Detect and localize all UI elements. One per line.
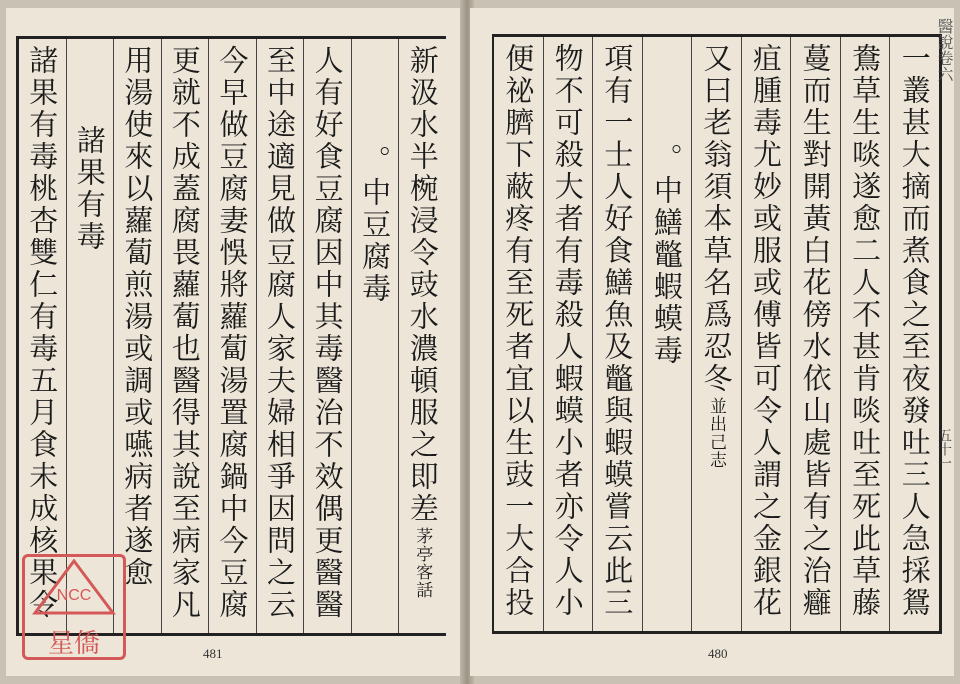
column-text: 諸果有毒桃杏雙仁有毒五月食未成核果令 [25, 45, 60, 621]
column-text: 物不可殺大者有毒殺人蝦蟆小者亦令人小 [550, 43, 585, 619]
column-text: 今早做豆腐妻悞將蘿蔔湯置腐鍋中今豆腐 [215, 45, 250, 621]
section-heading: 。中鱔鼈蝦蟆毒 [649, 143, 684, 367]
running-head: 醫說卷六 [935, 18, 954, 82]
section-heading: 。中豆腐毒 [358, 145, 393, 305]
right-page [470, 8, 954, 676]
column-text: 新汲水半椀浸令豉水濃頓服之即差 [405, 45, 440, 525]
section-heading: 諸果有毒 [72, 125, 107, 253]
column-text: 疽腫毒尤妙或服或傅皆可令人謂之金銀花 [749, 43, 784, 619]
collector-seal [22, 554, 126, 660]
text-column [19, 39, 66, 633]
text-column [256, 39, 304, 633]
source-note: 茅亭客話 [412, 527, 433, 599]
column-text: 又曰老翁須本草名爲忍冬 [699, 43, 734, 395]
seal-text-top: NCC [56, 587, 92, 604]
column-text: 項有一士人好食鱔魚及鼈與蝦蟆嘗云此三 [600, 43, 635, 619]
text-column [161, 39, 209, 633]
column-text: 便祕臍下蔽疼有至死者宜以生豉一大合投 [501, 43, 536, 619]
left-page-columns [19, 39, 446, 633]
text-column [840, 37, 890, 631]
column-text: 蔓而生對開黃白花傍水依山處皆有之治癰 [798, 43, 833, 619]
column-text: 鴦草生啖遂愈二人不甚肯啖吐至死此草藤 [848, 43, 883, 619]
folio-number: 五十一 [936, 428, 952, 470]
text-column [691, 37, 741, 631]
left-page-frame [16, 36, 446, 636]
source-note: 並出己志 [705, 397, 726, 469]
text-column [592, 37, 642, 631]
column-text: 人有好食豆腐因中其毒醫治不效偶更醫醫 [310, 45, 345, 621]
text-column [543, 37, 593, 631]
text-column [351, 39, 399, 633]
text-column [494, 37, 543, 631]
text-column [303, 39, 351, 633]
left-page-number: 481 [203, 646, 223, 661]
column-text: 用湯使來以蘿蔔煎湯或調或嚥病者遂愈 [120, 45, 155, 589]
text-column [113, 39, 161, 633]
seal-text-bottom: 星僑 [47, 629, 100, 659]
text-column [741, 37, 791, 631]
text-column [889, 37, 939, 631]
column-text: 更就不成蓋腐畏蘿蔔也醫得其說至病家凡 [167, 45, 202, 621]
text-column [66, 39, 114, 633]
text-column [398, 39, 446, 633]
left-page [6, 8, 464, 676]
column-text: 一叢甚大摘而煮食之至夜發吐三人急採鴛 [897, 43, 932, 619]
text-column [208, 39, 256, 633]
text-column [790, 37, 840, 631]
column-text: 至中途適見做豆腐人家夫婦相爭因問之云 [263, 45, 298, 621]
right-page-number: 480 [708, 646, 728, 661]
right-page-columns [494, 37, 939, 631]
right-page-frame [492, 34, 942, 634]
text-column [642, 37, 692, 631]
